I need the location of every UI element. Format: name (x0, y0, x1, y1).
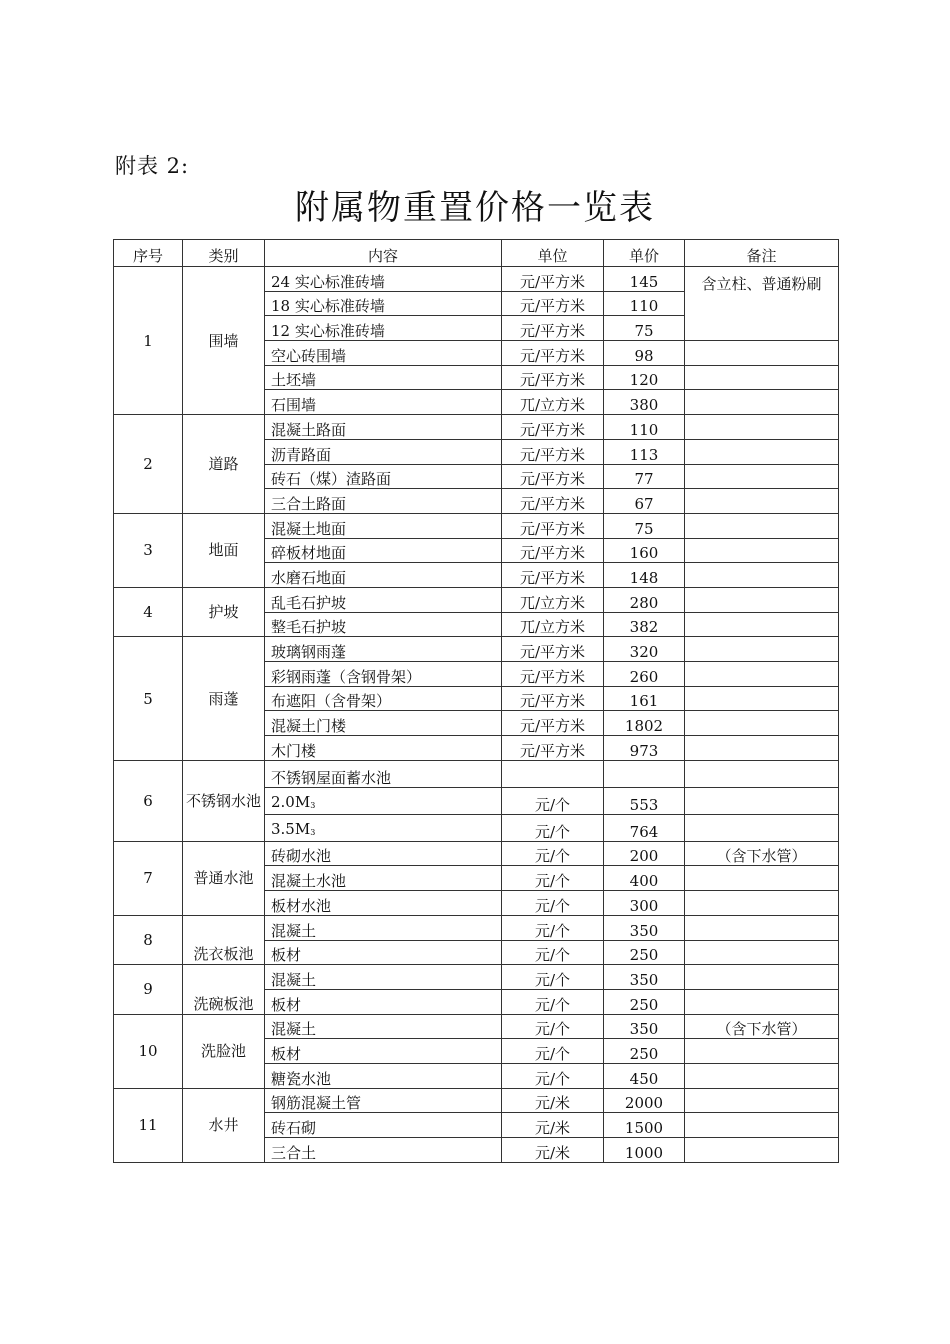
item-content (265, 563, 502, 588)
table-row (114, 1014, 839, 1039)
header-unit: 单位 (502, 240, 604, 267)
item-note (685, 989, 839, 1014)
item-content-text: 混凝土路面 (271, 420, 347, 439)
item-price: 98 (604, 341, 685, 366)
item-content-text: 水磨石地面 (271, 568, 347, 587)
item-content-text: 砖石砌 (271, 1119, 317, 1137)
item-content (265, 513, 502, 538)
item-content-text: 板材 (271, 995, 302, 1014)
item-price: 764 (604, 814, 685, 841)
item-price: 250 (604, 1039, 685, 1064)
table-row (114, 760, 839, 787)
item-note (685, 1088, 839, 1113)
table-row (114, 587, 839, 612)
annex-label: 附表 2: (115, 154, 190, 178)
row-category: 洗碗板池 (183, 965, 265, 1014)
item-unit: 兀/立方米 (502, 587, 604, 612)
item-unit: 元/平方米 (502, 662, 604, 687)
item-price: 200 (604, 841, 685, 866)
table-row (114, 637, 839, 662)
item-price: 160 (604, 538, 685, 563)
item-content-text: 18 实心标准砖墙 (271, 297, 385, 316)
item-note (685, 365, 839, 390)
item-unit: 元/米 (502, 1113, 604, 1138)
item-content (265, 489, 502, 514)
item-note (685, 915, 839, 940)
row-number: 7 (114, 841, 183, 915)
row-category: 水井 (183, 1088, 265, 1162)
item-note (685, 662, 839, 687)
item-content (265, 1039, 502, 1064)
item-content (265, 866, 502, 891)
item-price: 400 (604, 866, 685, 891)
row-category: 洗脸池 (183, 1014, 265, 1088)
item-content-text: 混凝土门楼 (271, 717, 347, 736)
header-category: 类别 (183, 240, 265, 267)
item-price: 260 (604, 662, 685, 687)
item-price: 300 (604, 891, 685, 916)
row-number: 5 (114, 637, 183, 760)
item-content-text: 砖砌水池 (271, 847, 332, 866)
item-note (685, 439, 839, 464)
row-category: 围墙 (183, 267, 265, 415)
item-unit: 元/平方米 (502, 267, 604, 292)
item-note (685, 341, 839, 366)
item-content-text: 不锈钢屋面蓄水池 (271, 768, 392, 787)
item-price: 161 (604, 686, 685, 711)
item-price: 280 (604, 587, 685, 612)
table-body (114, 267, 839, 1163)
item-content-text: 3.5M (271, 819, 311, 838)
item-unit: 元/平方米 (502, 316, 604, 341)
item-unit: 元/个 (502, 915, 604, 940)
row-number: 6 (114, 760, 183, 841)
table-header-row (114, 240, 839, 267)
item-content (265, 940, 502, 965)
item-unit: 元/个 (502, 940, 604, 965)
item-content (265, 637, 502, 662)
item-note (685, 814, 839, 841)
item-content-text: 板材 (271, 1044, 302, 1063)
row-category: 洗衣板池 (183, 915, 265, 964)
item-content (265, 341, 502, 366)
item-content-superscript: 3 (310, 800, 316, 810)
item-unit: 元/平方米 (502, 736, 604, 761)
item-content-text: 石围墙 (271, 396, 317, 415)
item-note (685, 612, 839, 637)
item-unit: 元/个 (502, 866, 604, 891)
item-unit: 元/平方米 (502, 341, 604, 366)
item-note (685, 637, 839, 662)
row-number: 11 (114, 1088, 183, 1162)
row-number: 3 (114, 513, 183, 587)
row-number: 9 (114, 965, 183, 1014)
item-price: 380 (604, 390, 685, 415)
item-price: 450 (604, 1063, 685, 1088)
item-content-text: 钢筋混凝土管 (271, 1094, 362, 1113)
item-content-text: 混凝土水池 (271, 872, 347, 891)
row-category: 普通水池 (183, 841, 265, 915)
item-price: 350 (604, 915, 685, 940)
item-price: 382 (604, 612, 685, 637)
item-note (685, 711, 839, 736)
item-note (685, 736, 839, 761)
item-price: 120 (604, 365, 685, 390)
item-content-text: 板材水池 (271, 896, 332, 915)
item-content (265, 1063, 502, 1088)
item-content-text: 沥青路面 (271, 445, 332, 464)
item-price: 77 (604, 464, 685, 489)
item-unit (502, 760, 604, 787)
item-price: 1000 (604, 1138, 685, 1163)
item-price: 113 (604, 439, 685, 464)
table-row (114, 267, 839, 292)
item-content-text: 混凝土地面 (271, 519, 347, 538)
item-content (265, 686, 502, 711)
item-price: 148 (604, 563, 685, 588)
item-content (265, 841, 502, 866)
item-content (265, 787, 502, 814)
item-unit: 元/个 (502, 1063, 604, 1088)
item-price (604, 760, 685, 787)
item-price: 250 (604, 989, 685, 1014)
item-unit: 元/米 (502, 1088, 604, 1113)
row-category: 护坡 (183, 587, 265, 636)
item-note (685, 538, 839, 563)
item-content-superscript: 3 (310, 827, 316, 837)
item-note (685, 940, 839, 965)
item-unit: 元/个 (502, 989, 604, 1014)
item-note (685, 1039, 839, 1064)
item-content-text: 土坯墙 (271, 371, 317, 390)
item-unit: 兀/立方米 (502, 612, 604, 637)
item-unit: 元/平方米 (502, 291, 604, 316)
item-price: 75 (604, 316, 685, 341)
item-content (265, 464, 502, 489)
item-content-text: 混凝土 (271, 1020, 317, 1039)
item-content-text: 彩钢雨蓬（含钢骨架） (271, 667, 422, 686)
item-unit: 元/个 (502, 891, 604, 916)
item-note (685, 866, 839, 891)
item-content (265, 1014, 502, 1039)
item-unit: 元/平方米 (502, 489, 604, 514)
item-note (685, 415, 839, 440)
item-content-text: 玻璃钢雨蓬 (271, 643, 347, 661)
item-note (685, 965, 839, 990)
item-content (265, 1138, 502, 1163)
header-no: 序号 (114, 240, 183, 267)
item-note (685, 1138, 839, 1163)
item-note: 含立柱、普通粉刷 (685, 267, 839, 341)
item-price: 350 (604, 965, 685, 990)
item-unit: 元/个 (502, 1039, 604, 1064)
item-content-text: 空心砖围墙 (271, 346, 347, 365)
item-note: （含下水管） (685, 841, 839, 866)
item-note (685, 587, 839, 612)
item-price: 110 (604, 291, 685, 316)
item-unit: 元/个 (502, 1014, 604, 1039)
item-unit: 元/平方米 (502, 513, 604, 538)
item-content (265, 267, 502, 292)
item-content (265, 891, 502, 916)
item-content (265, 915, 502, 940)
item-content (265, 1113, 502, 1138)
item-content (265, 965, 502, 990)
row-number: 8 (114, 915, 183, 964)
item-unit: 元/平方米 (502, 439, 604, 464)
item-content (265, 390, 502, 415)
page-title: 附属物重置价格一览表 (295, 188, 655, 228)
item-unit: 兀/立方米 (502, 390, 604, 415)
item-note (685, 787, 839, 814)
item-price: 320 (604, 637, 685, 662)
item-price: 75 (604, 513, 685, 538)
item-price: 145 (604, 267, 685, 292)
item-price: 2000 (604, 1088, 685, 1113)
item-note (685, 1063, 839, 1088)
item-price: 67 (604, 489, 685, 514)
table-row (114, 841, 839, 866)
row-number: 4 (114, 587, 183, 636)
item-price: 1500 (604, 1113, 685, 1138)
item-unit: 元/平方米 (502, 365, 604, 390)
item-content-text: 三合土 (271, 1143, 317, 1162)
item-content (265, 612, 502, 637)
item-content (265, 814, 502, 841)
item-price: 250 (604, 940, 685, 965)
item-price: 110 (604, 415, 685, 440)
item-content (265, 439, 502, 464)
item-price: 553 (604, 787, 685, 814)
item-unit: 元/平方米 (502, 563, 604, 588)
item-content-text: 碎板材地面 (271, 544, 347, 563)
item-content (265, 365, 502, 390)
item-content-text: 木门楼 (271, 741, 317, 760)
item-content (265, 711, 502, 736)
row-number: 1 (114, 267, 183, 415)
item-content (265, 587, 502, 612)
item-unit: 元/平方米 (502, 538, 604, 563)
item-content-text: 三合土路面 (271, 494, 347, 513)
item-note (685, 390, 839, 415)
item-content (265, 1088, 502, 1113)
table-row (114, 1088, 839, 1113)
item-note: （含下水管） (685, 1014, 839, 1039)
row-category: 雨蓬 (183, 637, 265, 760)
item-content-text: 混凝土 (271, 921, 317, 940)
item-content-text: 12 实心标准砖墙 (271, 322, 385, 341)
item-content (265, 538, 502, 563)
item-content-text: 布遮阳（含骨架） (271, 692, 392, 711)
item-content-text: 糖瓷水池 (271, 1069, 332, 1088)
item-content (265, 736, 502, 761)
row-category: 道路 (183, 415, 265, 514)
item-content-text: 板材 (271, 946, 302, 965)
item-unit: 元/平方米 (502, 686, 604, 711)
item-note (685, 513, 839, 538)
row-number: 10 (114, 1014, 183, 1088)
item-unit: 元/平方米 (502, 637, 604, 662)
item-content (265, 760, 502, 787)
item-content (265, 415, 502, 440)
header-price: 单价 (604, 240, 685, 267)
item-unit: 元/平方米 (502, 415, 604, 440)
item-content-text: 混凝土 (271, 970, 317, 989)
item-price: 973 (604, 736, 685, 761)
price-table (113, 239, 839, 1163)
item-price: 1802 (604, 711, 685, 736)
item-content-text: 砖石（煤）渣路面 (271, 470, 392, 489)
item-content (265, 291, 502, 316)
item-unit: 元/个 (502, 841, 604, 866)
item-unit: 元/平方米 (502, 464, 604, 489)
header-content: 内容 (265, 240, 502, 267)
item-content (265, 662, 502, 687)
item-note (685, 891, 839, 916)
item-note (685, 1113, 839, 1138)
item-note (685, 686, 839, 711)
item-unit: 元/个 (502, 965, 604, 990)
item-content (265, 316, 502, 341)
item-content-text: 2.0M (271, 792, 311, 811)
item-price: 350 (604, 1014, 685, 1039)
row-category: 不锈钢水池 (183, 760, 265, 841)
item-content-text: 乱毛石护坡 (271, 593, 347, 612)
item-note (685, 464, 839, 489)
item-content-text: 24 实心标准砖墙 (271, 272, 385, 291)
item-note (685, 760, 839, 787)
table-row (114, 965, 839, 990)
header-note: 备注 (685, 240, 839, 267)
item-note (685, 489, 839, 514)
item-unit: 元/米 (502, 1138, 604, 1163)
row-number: 2 (114, 415, 183, 514)
item-unit: 元/个 (502, 814, 604, 841)
row-category: 地面 (183, 513, 265, 587)
item-unit: 元/个 (502, 787, 604, 814)
table-row (114, 915, 839, 940)
item-unit: 元/平方米 (502, 711, 604, 736)
table-row (114, 415, 839, 440)
item-content-text: 整毛石护坡 (271, 618, 347, 637)
table-row (114, 513, 839, 538)
item-note (685, 563, 839, 588)
item-content (265, 989, 502, 1014)
